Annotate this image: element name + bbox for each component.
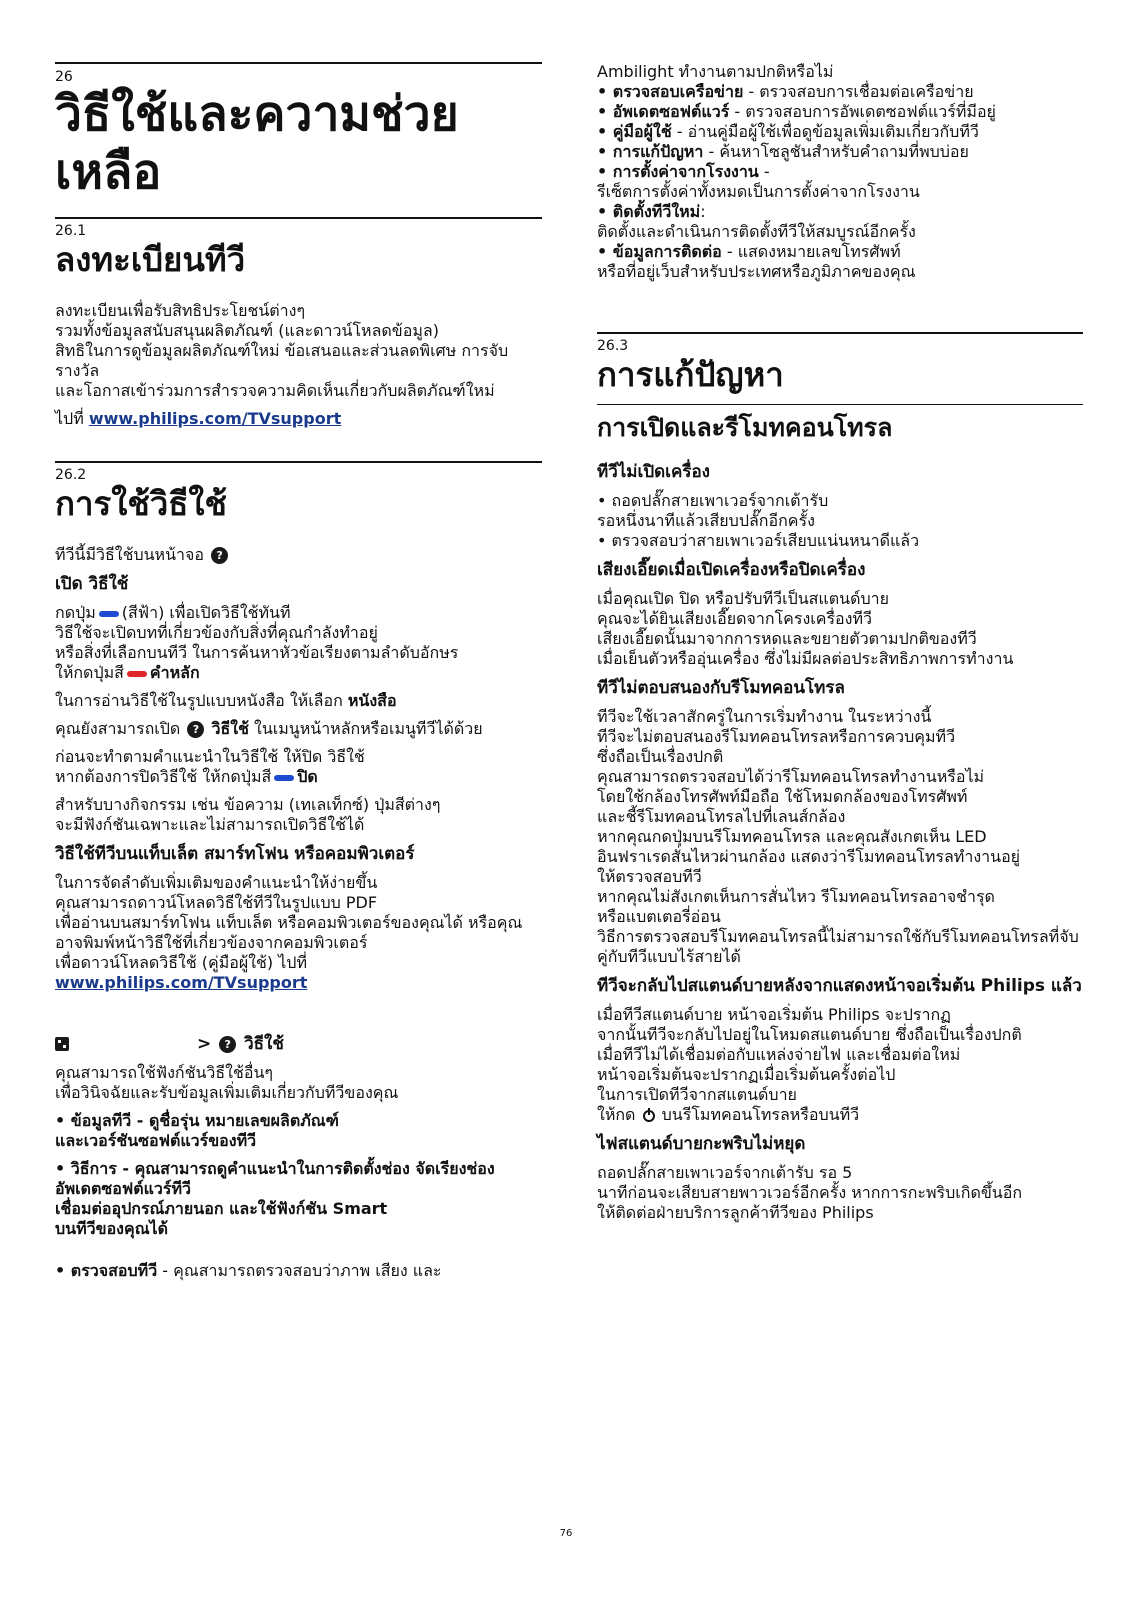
- section-title: การแก้ปัญหา: [597, 355, 784, 394]
- trouble-text: ให้กด บนรีโมทคอนโทรลหรือบนทีวี: [597, 1105, 860, 1124]
- support-link[interactable]: www.philips.com/TVsupport: [55, 973, 308, 992]
- subsection-title: การเปิดและรีโมทคอนโทรล: [597, 413, 893, 442]
- register-goto: ไปที่ www.philips.com/TVsupport: [55, 409, 342, 428]
- help-item-desc: ติดตั้งและดำเนินการติดตั้งทีวีให้สมบูรณ์อีกครั้ง: [597, 222, 916, 241]
- section-title: การใช้วิธีใช้: [55, 484, 227, 523]
- help-item-desc: หรือที่อยู่เว็บสำหรับประเทศหรือภูมิภาคของคุณ: [597, 262, 916, 281]
- section-rule: [55, 461, 542, 463]
- trouble-heading: ทีวีจะกลับไปสแตนด์บายหลังจากแสดงหน้าจอเริ่มต้น Philips แล้ว: [597, 976, 1082, 996]
- help-item: • การตั้งค่าจากโรงงาน -: [597, 162, 770, 181]
- section-number: 26.2: [55, 467, 87, 483]
- trouble-heading: ไฟสแตนด์บายกะพริบไม่หยุด: [597, 1134, 806, 1154]
- help-intro: ทีวีนี้มีวิธีใช้บนหน้าจอ ?: [55, 545, 542, 565]
- continued-text: Ambilight ทำงานตามปกติหรือไม่: [597, 62, 834, 81]
- help-item-desc: รีเซ็ตการตั้งค่าทั้งหมดเป็นการตั้งค่าจากโรงงาน: [597, 182, 920, 201]
- home-icon: [55, 1037, 69, 1051]
- open-help-line: ให้กดปุ่มสี คำหลัก: [55, 663, 200, 682]
- trouble-text: เมื่อทีวีสแตนด์บาย หน้าจอเริ่มต้น Philips จะปรากฏ จากนั้นทีวีจะกลับไปอยู่ในโหมดสแตนด์บาย ซึ่งถือเป็นเรื่องปกติ เมื่อทีวีไม่ได้เชื่อมต่อกับแหล่งจ่ายไฟ และเชื่อมต่อใหม่ หน้าจอเริ่มต้นจะปรากฏเมื่อเริ่มต้นครั้งต่อไป ในการเปิดทีวีจากสแตนด์บาย: [597, 1005, 1022, 1104]
- help-item: • ติดตั้งทีวีใหม่:: [597, 202, 706, 221]
- help-item: • ข้อมูลการติดต่อ - แสดงหมายเลขโทรศัพท์: [597, 242, 901, 261]
- left-column: [55, 62, 542, 1289]
- close-help-line: หากต้องการปิดวิธีใช้ ให้กดปุ่มสี ปิด: [55, 767, 318, 786]
- menu-help-heading: > ? วิธีใช้: [55, 1033, 542, 1055]
- open-help-line: วิธีใช้จะเปิดบทที่เกี่ยวข้องกับสิ่งที่คุณกำลังทำอยู่: [55, 623, 378, 642]
- help-functions-text: คุณสามารถใช้ฟังก์ชันวิธีใช้อื่นๆ เพื่อวินิจฉัยและรับข้อมูลเพิ่มเติมเกี่ยวกับทีวีของคุณ: [55, 1063, 399, 1102]
- open-help-heading: เปิด วิธีใช้: [55, 574, 129, 594]
- trouble-heading: ทีวีไม่เปิดเครื่อง: [597, 462, 710, 482]
- blue-key-icon: [99, 611, 119, 617]
- section-rule: [55, 217, 542, 219]
- trouble-heading: เสียงเอี๊ยดเมื่อเปิดเครื่องหรือปิดเครื่อง: [597, 560, 866, 580]
- help-icon: ?: [187, 721, 204, 738]
- right-column: [597, 62, 1083, 1231]
- menu-text: คุณยังสามารถเปิด ? วิธีใช้ ในเมนูหน้าหลักหรือเมนูทีวีได้ด้วย: [55, 719, 483, 738]
- section-rule: [597, 332, 1083, 334]
- section-title: ลงทะเบียนทีวี: [55, 240, 246, 279]
- help-icon: ?: [219, 1036, 236, 1053]
- help-item: • อัพเดตซอฟต์แวร์ - ตรวจสอบการอัพเดตซอฟต์แวร์ที่มีอยู่: [597, 102, 996, 121]
- tablet-text: ในการจัดลำดับเพิ่มเติมของคำแนะนำให้ง่ายขึ้น คุณสามารถดาวน์โหลดวิธีใช้ทีวีในรูปแบบ PDF เพื่ออ่านบนสมาร์ทโฟน แท็บเล็ต หรือคอมพิวเตอร์ของคุณได้ หรือคุณอาจพิมพ์หน้าวิธีใช้ที่เกี่ยวข้องจากคอมพิวเตอร์ เพื่อดาวน์โหลดวิธีใช้ (คู่มือผู้ใช้) ไปที่: [55, 873, 523, 972]
- blue-key-icon: [274, 775, 294, 781]
- chapter-number: 26: [55, 69, 73, 85]
- tv-info-item: • ข้อมูลทีวี - ดูชื่อรุ่น หมายเลขผลิตภัณฑ์ และเวอร์ชันซอฟต์แวร์ของทีวี: [55, 1111, 339, 1150]
- open-help-line: หรือสิ่งที่เลือกบนทีวี ในการค้นหาหัวข้อเรียงตามลำดับอักษร: [55, 643, 459, 662]
- close-help-line: ก่อนจะทำตามคำแนะนำในวิธีใช้ ให้ปิด วิธีใช้: [55, 747, 365, 766]
- chapter-title: วิธีใช้และความช่วยเหลือ: [55, 86, 459, 200]
- section-number: 26.1: [55, 223, 87, 239]
- trouble-text: ถอดปลั๊กสายเพาเวอร์จากเต้ารับ รอ 5 นาทีก่อนจะเสียบสายพาวเวอร์อีกครั้ง หากการกะพริบเกิดขึ้นอีก ให้ติดต่อฝ่ายบริการลูกค้าทีวีของ Philips: [597, 1163, 1023, 1222]
- power-icon: [643, 1110, 655, 1122]
- tablet-link-line: [55, 973, 542, 993]
- help-item: • การแก้ปัญหา - ค้นหาโซลูชันสำหรับคำถามที่พบบ่อย: [597, 142, 969, 161]
- color-keys-text: สำหรับบางกิจกรรม เช่น ข้อความ (เทเลเท็กซ์) ปุ่มสีต่างๆ จะมีฟังก์ชันเฉพาะและไม่สามารถเปิดวิธีใช้ได้: [55, 795, 441, 834]
- check-tv-item: • ตรวจสอบทีวี - คุณสามารถตรวจสอบว่าภาพ เสียง และ: [55, 1261, 442, 1280]
- trouble-text: • ถอดปลั๊กสายเพาเวอร์จากเต้ารับ รอหนึ่งนาทีแล้วเสียบปลั๊กอีกครั้ง • ตรวจสอบว่าสายเพาเวอร์เสียบแน่นหนาดีแล้ว: [597, 491, 920, 550]
- tablet-heading: วิธีใช้ทีวีบนแท็บเล็ต สมาร์ทโฟน หรือคอมพิวเตอร์: [55, 844, 415, 864]
- trouble-text: ทีวีจะใช้เวลาสักครู่ในการเริ่มทำงาน ในระหว่างนี้ ทีวีจะไม่ตอบสนองรีโมทคอนโทรลหรือการควบคุมทีวี ซึ่งถือเป็นเรื่องปกติ คุณสามารถตรวจสอบได้ว่ารีโมทคอนโทรลทำงานหรือไม่ โดยใช้กล้องโทรศัพท์มือถือ ใช้โหมดกล้องของโทรศัพท์ และชี้รีโมทคอนโทรลไปที่เลนส์กล้อง หากคุณกดปุ่มบนรีโมทคอนโทรล และคุณสังเกตเห็น LED อินฟราเรดสั่นไหวผ่านกล้อง แสดงว่ารีโมทคอนโทรลทำงานอยู่ ให้ตรวจสอบทีวี หากคุณไม่สังเกตเห็นการสั่นไหว รีโมทคอนโทรลอาจชำรุด หรือแบตเตอรี่อ่อน วิธีการตรวจสอบรีโมทคอนโทรลนี้ไม่สามารถใช้กับรีโมทคอนโทรลที่จับคู่กับทีวีแบบไร้สายได้: [597, 707, 1079, 966]
- subsection-rule: [597, 404, 1083, 405]
- how-to-item: • วิธีการ - คุณสามารถดูคำแนะนำในการติดตั้งช่อง จัดเรียงช่อง อัพเดตซอฟต์แวร์ทีวี เชื่อมต่ออุปกรณ์ภายนอก และใช้ฟังก์ชัน Smart บนทีวีของคุณได้: [55, 1159, 495, 1238]
- help-item: • คู่มือผู้ใช้ - อ่านคู่มือผู้ใช้เพื่อดูข้อมูลเพิ่มเติมเกี่ยวกับทีวี: [597, 122, 979, 141]
- register-text: ลงทะเบียนเพื่อรับสิทธิประโยชน์ต่างๆ รวมทั้งข้อมูลสนับสนุนผลิตภัณฑ์ (และดาวน์โหลดข้อมูล) สิทธิในการดูข้อมูลผลิตภัณฑ์ใหม่ ข้อเสนอและส่วนลดพิเศษ การจับรางวัล และโอกาสเข้าร่วมการสำรวจความคิดเห็นเกี่ยวกับผลิตภัณฑ์ใหม่: [55, 301, 509, 400]
- trouble-text: เมื่อคุณเปิด ปิด หรือปรับทีวีเป็นสแตนด์บาย คุณจะได้ยินเสียงเอี๊ยดจากโครงเครื่องทีวี เสียงเอี๊ยดนั้นมาจากการหดและขยายตัวตามปกติของทีวี เมื่อเย็นตัวหรืออุ่นเครื่อง ซึ่งไม่มีผลต่อประสิทธิภาพการทำงาน: [597, 589, 1014, 668]
- section-number: 26.3: [597, 338, 629, 354]
- trouble-heading: ทีวีไม่ตอบสนองกับรีโมทคอนโทรล: [597, 678, 845, 698]
- open-help-line: กดปุ่ม (สีฟ้า) เพื่อเปิดวิธีใช้ทันที: [55, 603, 291, 622]
- page-number: 76: [559, 1528, 573, 1539]
- chapter-rule: [55, 62, 542, 64]
- help-icon: ?: [211, 547, 228, 564]
- red-key-icon: [127, 671, 147, 677]
- help-item: • ตรวจสอบเครือข่าย - ตรวจสอบการเชื่อมต่อเครือข่าย: [597, 82, 974, 101]
- book-text: ในการอ่านวิธีใช้ในรูปแบบหนังสือ ให้เลือก หนังสือ: [55, 691, 397, 710]
- support-link[interactable]: www.philips.com/TVsupport: [88, 409, 342, 428]
